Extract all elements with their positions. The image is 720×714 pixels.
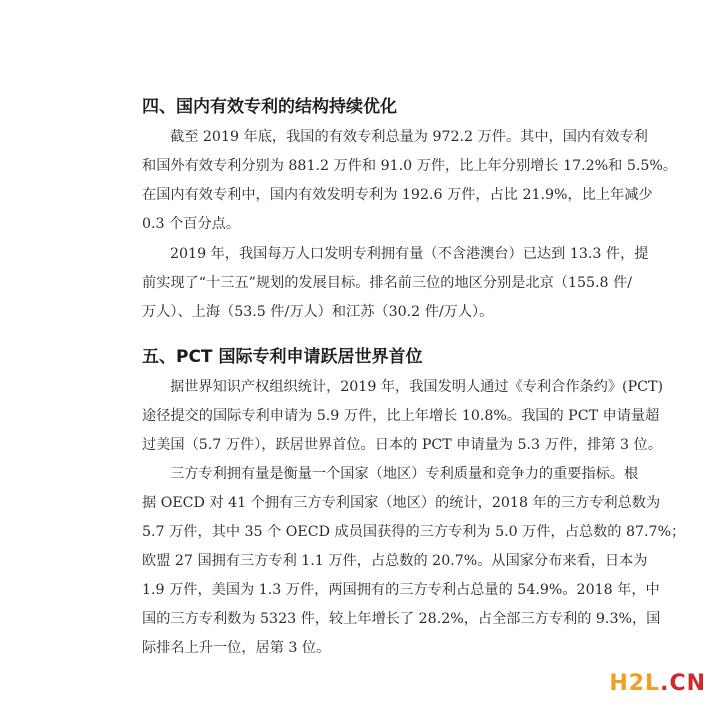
section-5-p1-line-1: 据世界知识产权组织统计，2019 年，我国发明人通过《专利合作条约》(PCT) (170, 379, 663, 395)
watermark-cn-text: CN (669, 671, 706, 696)
watermark-dot-text: . (660, 671, 670, 696)
section-5-p2-line-5: 1.9 万件，美国为 1.3 万件，两国拥有的三方专利占总量的 54.9%。2018 年，中 (142, 582, 660, 598)
section-4-p1-line-1: 截至 2019 年底，我国的有效专利总量为 972.2 万件。其中，国内有效专利 (170, 129, 648, 145)
section-5-p2-line-4: 欧盟 27 国拥有三方专利 1.1 万件，占总数的 20.7%。从国家分布来看，日本为 (142, 553, 648, 569)
section-4-p1-line-2: 和国外有效专利分别为 881.2 万件和 91.0 万件，比上年分别增长 17.2%和 5.5%。 (142, 158, 678, 174)
section-5-p1-line-2: 途径提交的国际专利申请为 5.9 万件，比上年增长 10.8%。我国的 PCT 申请量超 (142, 408, 660, 424)
section-5-p2-line-7: 际排名上升一位，居第 3 位。 (142, 640, 331, 656)
section-4-p2-line-2: 前实现了“十三五”规划的发展目标。排名前三位的地区分别是北京（155.8 件/ (142, 275, 633, 291)
watermark-h2l-text: H2L (609, 671, 661, 696)
site-watermark-logo (609, 671, 706, 696)
section-5-p2-line-3: 5.7 万件，其中 35 个 OECD 成员国获得的三方专利为 5.0 万件，占总数的 87.7%； (142, 524, 686, 540)
section-5-p2-line-1: 三方专利拥有量是衡量一个国家（地区）专利质量和竞争力的重要指标。根 (170, 466, 639, 482)
section-4-heading: 四、国内有效专利的结构持续优化 (142, 97, 397, 117)
section-5-p2-line-2: 据 OECD 对 41 个拥有三方专利国家（地区）的统计，2018 年的三方专利总数为 (142, 495, 661, 511)
section-4-p1-line-4: 0.3 个百分点。 (142, 216, 241, 232)
section-4-p2-line-1: 2019 年，我国每万人口发明专利拥有量（不含港澳台）已达到 13.3 件，提 (170, 246, 649, 262)
section-4-p1-line-3: 在国内有效专利中，国内有效发明专利为 192.6 万件，占比 21.9%，比上年减少 (142, 187, 653, 203)
section-5-p2-line-6: 国的三方专利数为 5323 件，较上年增长了 28.2%，占全部三方专利的 9.3%，国 (142, 611, 661, 627)
section-5-p1-line-3: 过美国（5.7 万件），跃居世界首位。日本的 PCT 申请量为 5.3 万件，排第 3 位。 (142, 437, 662, 453)
section-5-heading: 五、PCT 国际专利申请跃居世界首位 (142, 347, 423, 367)
section-4-p2-line-3: 万人）、上海（53.5 件/万人）和江苏（30.2 件/万人）。 (142, 304, 494, 320)
